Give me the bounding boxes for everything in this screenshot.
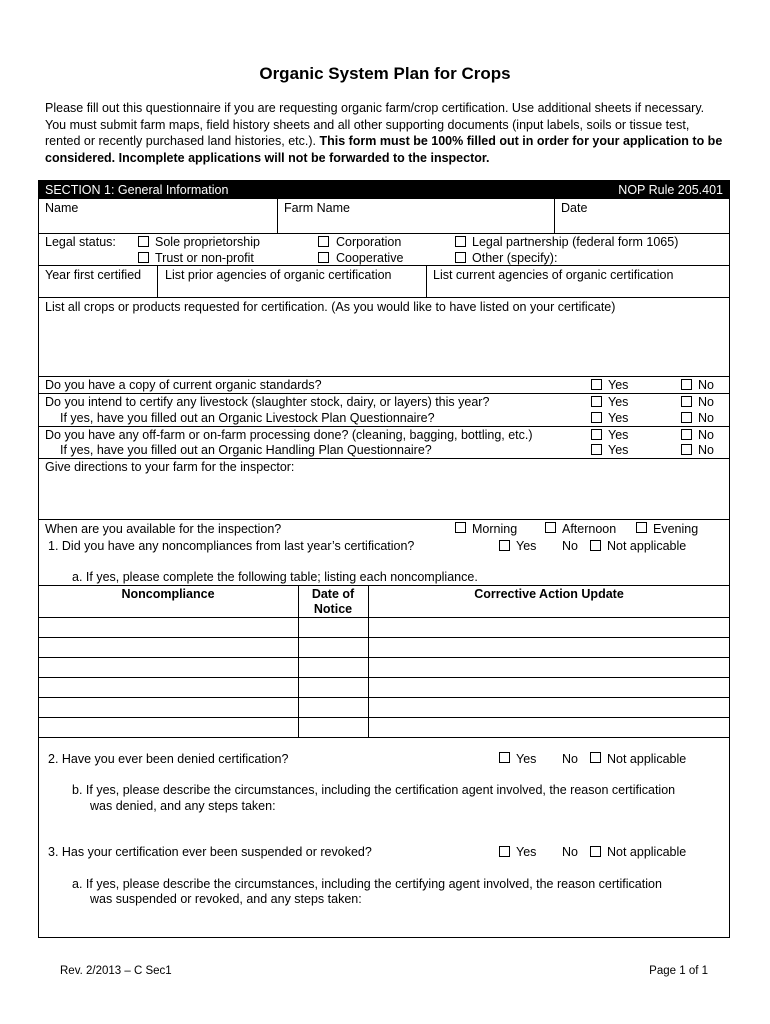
standards-yes-label: Yes — [608, 378, 629, 392]
question-livestock-plan: If yes, have you filled out an Organic Livestock Plan Questionnaire? — [60, 411, 435, 425]
section-header — [38, 180, 730, 199]
q2-no-label: No — [562, 752, 578, 766]
afternoon-checkbox[interactable] — [545, 522, 556, 533]
evening-checkbox[interactable] — [636, 522, 647, 533]
livestock-plan-yes-label: Yes — [608, 411, 629, 425]
table-row — [38, 697, 730, 698]
table-row — [38, 717, 730, 718]
question-livestock: Do you intend to certify any livestock (slaughter stock, dairy, or layers) this year? — [45, 395, 490, 409]
year-first-label: Year first certified — [45, 268, 142, 282]
processing-yes-label: Yes — [608, 428, 629, 442]
question-2-sub-line1: b. If yes, please describe the circumstances, including the certification agent involved, the reason certification — [72, 783, 676, 797]
q2-yes-checkbox[interactable] — [499, 752, 510, 763]
divider — [368, 585, 369, 737]
divider — [38, 585, 730, 586]
livestock-plan-no-label: No — [698, 411, 714, 425]
divider — [38, 519, 730, 520]
divider — [38, 393, 730, 394]
divider — [38, 426, 730, 427]
livestock-plan-yes-checkbox[interactable] — [591, 412, 602, 423]
livestock-no-checkbox[interactable] — [681, 396, 692, 407]
q3-na-checkbox[interactable] — [590, 846, 601, 857]
afternoon-label: Afternoon — [562, 522, 617, 536]
q2-na-label: Not applicable — [607, 752, 687, 766]
standards-yes-checkbox[interactable] — [591, 379, 602, 390]
intro-text: Please fill out this questionnaire if you are requesting organic farm/crop certification. Use additional sheets if necessary. You must submit farm maps, field history sheets and all other supporting documents (input labels, soils or tissue test, rented or recently purchased land histories, etc.). — [45, 101, 705, 148]
farm-name-label: Farm Name — [284, 201, 350, 215]
directions-label: Give directions to your farm for the inspector: — [45, 460, 295, 474]
q2-yes-label: Yes — [516, 752, 537, 766]
footer-page-number: Page 1 of 1 — [649, 965, 708, 977]
divider — [38, 233, 730, 234]
question-1: 1. Did you have any noncompliances from last year’s certification? — [48, 539, 415, 553]
divider — [554, 199, 555, 233]
question-processing: Do you have any off-farm or on-farm processing done? (cleaning, bagging, bottling, etc.) — [45, 428, 533, 442]
table-row — [38, 617, 730, 618]
legal-status-label: Legal status: — [45, 235, 116, 249]
question-handling-plan: If yes, have you filled out an Organic Handling Plan Questionnaire? — [60, 443, 432, 457]
cooperative-checkbox[interactable] — [318, 252, 329, 263]
divider — [38, 376, 730, 377]
morning-label: Morning — [472, 522, 518, 536]
question-3-sub-line2: was suspended or revoked, and any steps taken: — [90, 892, 362, 906]
livestock-no-label: No — [698, 395, 714, 409]
q3-no-label: No — [562, 845, 578, 859]
intro-warning: This form must be 100% filled out in order for your application to be considered. Incomplete applications will not be forwarded to the inspector. — [45, 134, 723, 165]
q1-yes-checkbox[interactable] — [499, 540, 510, 551]
current-agencies-label: List current agencies of organic certification — [433, 268, 674, 282]
morning-checkbox[interactable] — [455, 522, 466, 533]
question-1-sub: a. If yes, please complete the following table; listing each noncompliance. — [72, 570, 478, 584]
divider — [277, 199, 278, 233]
partnership-label: Legal partnership (federal form 1065) — [472, 235, 679, 249]
trust-checkbox[interactable] — [138, 252, 149, 263]
section-rule: NOP Rule 205.401 — [618, 183, 723, 197]
nc-col-date: Date of — [311, 587, 355, 601]
q1-no-label: No — [562, 539, 578, 553]
nc-col-corrective: Corrective Action Update — [474, 587, 624, 601]
trust-label: Trust or non-profit — [155, 251, 254, 265]
divider — [426, 265, 427, 297]
q1-na-label: Not applicable — [607, 539, 687, 553]
table-row — [38, 737, 730, 738]
handling-plan-no-label: No — [698, 443, 714, 457]
nc-col-noncompliance: Noncompliance — [121, 587, 215, 601]
question-3: 3. Has your certification ever been suspended or revoked? — [48, 845, 372, 859]
sole-proprietorship-checkbox[interactable] — [138, 236, 149, 247]
q1-yes-label: Yes — [516, 539, 537, 553]
corporation-checkbox[interactable] — [318, 236, 329, 247]
q3-na-label: Not applicable — [607, 845, 687, 859]
standards-no-checkbox[interactable] — [681, 379, 692, 390]
processing-no-checkbox[interactable] — [681, 429, 692, 440]
intro-paragraph — [45, 100, 725, 166]
handling-plan-yes-checkbox[interactable] — [591, 444, 602, 455]
question-2-sub-line2: was denied, and any steps taken: — [90, 799, 276, 813]
other-label: Other (specify): — [472, 251, 558, 265]
handling-plan-yes-label: Yes — [608, 443, 629, 457]
q3-yes-label: Yes — [516, 845, 537, 859]
handling-plan-no-checkbox[interactable] — [681, 444, 692, 455]
nc-col-notice: Notice — [313, 602, 353, 616]
corporation-label: Corporation — [336, 235, 402, 249]
divider — [157, 265, 158, 297]
crops-label: List all crops or products requested for certification. (As you would like to have listed on your certificate) — [45, 300, 616, 314]
partnership-checkbox[interactable] — [455, 236, 466, 247]
question-standards: Do you have a copy of current organic standards? — [45, 378, 322, 392]
standards-no-label: No — [698, 378, 714, 392]
divider — [38, 297, 730, 298]
q3-yes-checkbox[interactable] — [499, 846, 510, 857]
livestock-plan-no-checkbox[interactable] — [681, 412, 692, 423]
table-row — [38, 677, 730, 678]
date-label: Date — [561, 201, 588, 215]
q2-na-checkbox[interactable] — [590, 752, 601, 763]
other-checkbox[interactable] — [455, 252, 466, 263]
livestock-yes-label: Yes — [608, 395, 629, 409]
table-row — [38, 657, 730, 658]
processing-no-label: No — [698, 428, 714, 442]
sole-proprietorship-label: Sole proprietorship — [155, 235, 260, 249]
form-box — [38, 180, 730, 938]
availability-label: When are you available for the inspection? — [45, 522, 282, 536]
table-row — [38, 637, 730, 638]
question-2: 2. Have you ever been denied certification? — [48, 752, 289, 766]
divider — [38, 265, 730, 266]
footer-revision: Rev. 2/2013 – C Sec1 — [60, 965, 172, 977]
page-title: Organic System Plan for Crops — [259, 64, 511, 83]
divider — [38, 458, 730, 459]
name-label: Name — [45, 201, 79, 215]
prior-agencies-label: List prior agencies of organic certification — [165, 268, 392, 282]
processing-yes-checkbox[interactable] — [591, 429, 602, 440]
section-title: SECTION 1: General Information — [45, 183, 229, 197]
cooperative-label: Cooperative — [336, 251, 404, 265]
question-3-sub-line1: a. If yes, please describe the circumstances, including the certifying agent involved, the reason certification — [72, 877, 662, 891]
q1-na-checkbox[interactable] — [590, 540, 601, 551]
livestock-yes-checkbox[interactable] — [591, 396, 602, 407]
evening-label: Evening — [653, 522, 699, 536]
